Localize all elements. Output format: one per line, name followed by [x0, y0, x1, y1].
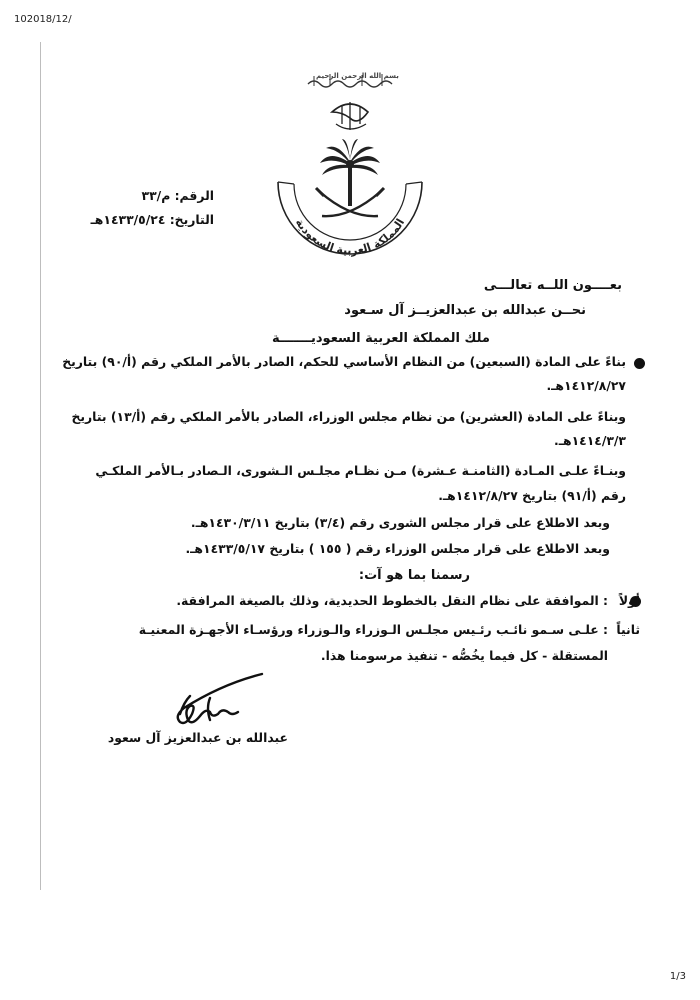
article-second-text: : علـى سـمو نائـب رئـيس مجلـس الـوزراء والـوزراء ورؤسـاء الأجهـزة المعنيـة	[138, 622, 608, 637]
basis-paragraph-3-cont: رقم (أ/٩١) بتاريخ ١٤١٢/٨/٢٧هـ.	[438, 488, 626, 503]
issuer-title: ملك المملكة العربية السعوديـــــــة	[272, 331, 490, 346]
scan-edge-line	[40, 42, 41, 890]
basis-paragraph-2: وبناءً على المادة (العشرين) من نظام مجلس الوزراء، الصادر بالأمر الملكي رقم (أ/١٣) بتاريخ	[71, 409, 626, 424]
cabinet-resolution: وبعد الاطلاع على قرار مجلس الوزراء رقم ( ١٥٥ ) بتاريخ ١٤٣٣/٥/١٧هـ.	[185, 541, 610, 556]
signatory-name: عبدالله بن عبدالعزيز آل سعود	[107, 730, 288, 745]
basis-paragraph-1: بناءً على المادة (السبعين) من النظام الأساسي للحكم، الصادر بالأمر الملكي رقم (أ/٩٠) بتاريخ	[62, 354, 626, 369]
royal-emblem	[270, 66, 430, 266]
shura-resolution: وبعد الاطلاع على قرار مجلس الشورى رقم (٣/٤) بتاريخ ١٤٣٠/٣/١١هـ.	[190, 515, 610, 530]
signature-stroke-graphic	[150, 668, 280, 732]
page-indicator: 1/3	[669, 971, 686, 982]
scan-dot-mark	[634, 358, 645, 369]
decree-phrase: رسمنا بما هو آت:	[358, 568, 470, 583]
reference-date: التاريخ: ١٤٣٣/٥/٢٤هـ	[90, 212, 214, 227]
issuer-line: نحــن عبدالله بن عبدالعزيــز آل سـعود	[344, 303, 586, 318]
article-first-label: أولاً	[618, 593, 640, 608]
article-second-label: ثانياً	[616, 622, 640, 637]
basis-paragraph-3: وبنـاءً علـى المـادة (الثامنـة عـشرة) مـن نظـام مجلـس الـشورى، الـصادر بـالأمر الملكـي	[95, 463, 626, 478]
royal-emblem-graphic	[270, 66, 430, 266]
emblem-arc-text: المملكة العربية السعودية	[292, 216, 408, 258]
handwritten-signature	[150, 668, 280, 732]
print-timestamp: 102018/12/	[14, 14, 72, 25]
basmala-text: بسم الله الرحمن الرحيم	[316, 72, 399, 80]
article-first-text: : الموافقة على نظام النقل بالخطوط الحديدية، وذلك بالصيغة المرافقة.	[176, 593, 608, 608]
basis-paragraph-2-date: ١٤١٤/٣/٣هـ.	[554, 433, 626, 448]
opening-phrase: بعــــون اللــه تعالـــى	[483, 278, 622, 293]
basis-paragraph-1-date: ١٤١٢/٨/٢٧هـ.	[546, 378, 626, 393]
reference-number: الرقم: م/٣٣	[141, 188, 214, 203]
article-second-cont: المستقلة - كل فيما يخُصُّه - تنفيذ مرسومنا هذا.	[320, 648, 608, 663]
